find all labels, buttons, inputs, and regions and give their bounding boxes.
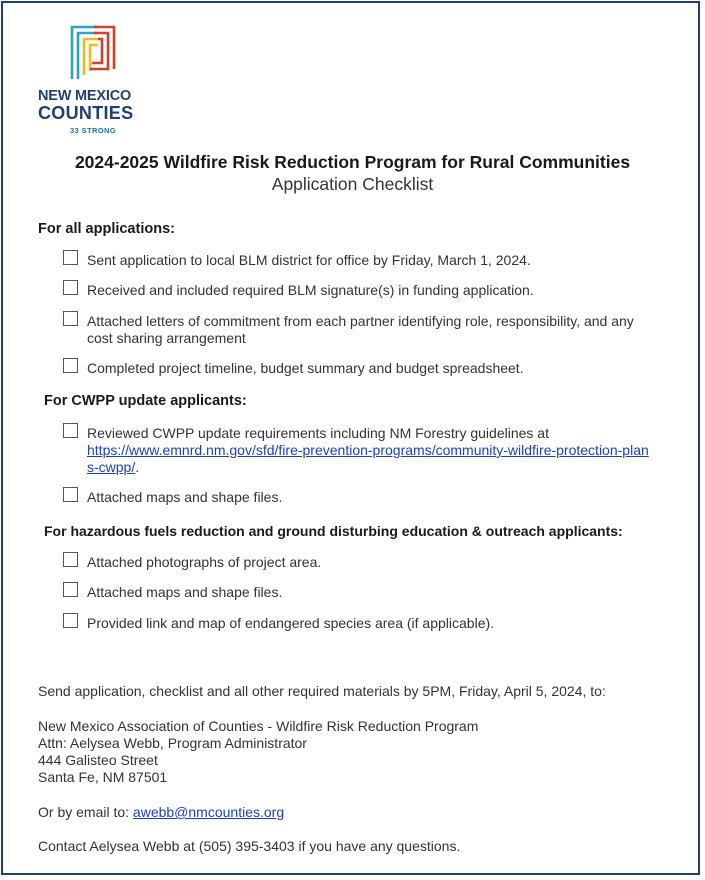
checkbox[interactable] <box>63 487 78 502</box>
checklist-item: Attached maps and shape files. <box>63 584 653 601</box>
checkbox[interactable] <box>63 250 78 265</box>
address-line: New Mexico Association of Counties - Wildfire Risk Reduction Program <box>38 718 479 734</box>
checkbox[interactable] <box>63 358 78 373</box>
send-instructions: Send application, checklist and all other required materials by 5PM, Friday, April 5, 2024, to: <box>38 683 606 699</box>
checklist-page <box>1 1 700 875</box>
cwpp-guidelines-link[interactable]: https://www.emnrd.nm.gov/sfd/fire-prevention-programs/community-wildfire-protection-plans-cwpp/ <box>87 442 649 475</box>
address-line: 444 Galisteo Street <box>38 752 158 768</box>
checklist-item: Attached maps and shape files. <box>63 489 653 506</box>
page-subtitle: Application Checklist <box>271 174 434 194</box>
address-line: Santa Fe, NM 87501 <box>38 769 168 785</box>
logo-line-1: NEW MEXICO <box>38 88 132 104</box>
checkbox[interactable] <box>63 280 78 295</box>
mailing-address <box>38 718 478 786</box>
checklist-item: Attached letters of commitment from each partner identifying role, responsibility, and any cost sharing arrangement <box>63 313 653 347</box>
checklist-item: Completed project timeline, budget summary and budget spreadsheet. <box>63 360 653 377</box>
email-line: Or by email to: awebb@nmcounties.org <box>38 804 285 820</box>
checkbox[interactable] <box>63 582 78 597</box>
logo-line-2: COUNTIES <box>38 103 134 123</box>
checkbox[interactable] <box>63 552 78 567</box>
logo-tagline: 33 STRONG <box>69 126 117 135</box>
section-heading-all: For all applications: <box>38 221 175 237</box>
item-text: Reviewed CWPP update requirements including NM Forestry guidelines at <box>87 425 549 441</box>
checkbox[interactable] <box>63 613 78 628</box>
checkbox[interactable] <box>63 311 78 326</box>
page-title: 2024-2025 Wildfire Risk Reduction Program for Rural Communities <box>74 152 631 172</box>
email-link[interactable]: awebb@nmcounties.org <box>132 804 285 820</box>
checklist-item: Received and included required BLM signature(s) in funding application. <box>63 282 653 299</box>
checklist-item: Sent application to local BLM district for office by Friday, March 1, 2024. <box>63 252 653 269</box>
checklist-item: Provided link and map of endangered species area (if applicable). <box>63 615 653 632</box>
nm-counties-logo <box>38 23 148 135</box>
contact-line: Contact Aelysea Webb at (505) 395-3403 if you have any questions. <box>38 838 461 854</box>
logo-mark-icon <box>68 23 118 79</box>
document-title <box>3 151 702 195</box>
checklist-item: Attached photographs of project area. <box>63 554 653 571</box>
section-heading-cwpp: For CWPP update applicants: <box>44 393 247 409</box>
address-line: Attn: Aelysea Webb, Program Administrator <box>38 735 307 751</box>
section-heading-fuels: For hazardous fuels reduction and ground disturbing education & outreach applicants: <box>44 523 623 539</box>
checklist-item: Reviewed CWPP update requirements including NM Forestry guidelines at https://www.emnrd.nm.gov/sfd/fire-prevention-programs/community-wildfire-protection-plans-cwpp/. <box>63 425 653 476</box>
checkbox[interactable] <box>63 423 78 438</box>
